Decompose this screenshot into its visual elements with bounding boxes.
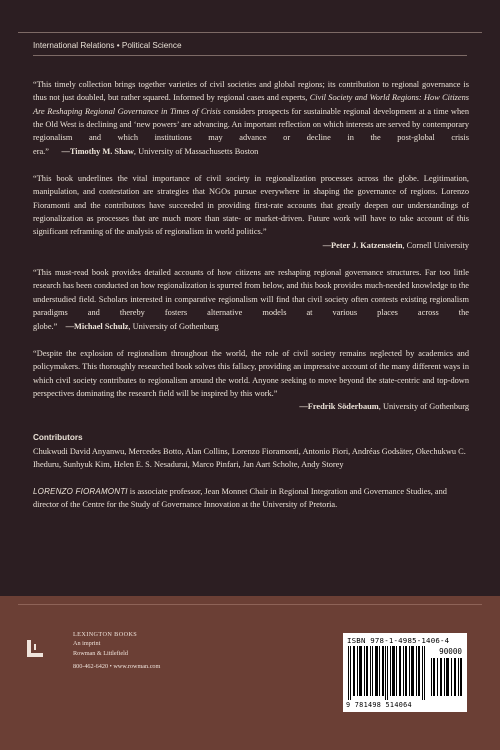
quote-4-attribution-affiliation: , University of Gothenburg bbox=[378, 402, 469, 412]
price-code: 90000 bbox=[439, 647, 462, 656]
quote-1-attribution bbox=[62, 147, 259, 156]
publisher-imprint-line: An imprint bbox=[73, 640, 101, 648]
quote-4-text: “Despite the explosion of regionalism throughout the world, the role of civil society remains neglected by academics and policymakers. This thoroughly researched book solves this fallacy, providing an impressive account of the many different ways in which civil society contributes to regionalism around the world. Anyone seeking to move beyond the state-centric and top-down perspectives dominating the research field will be inspired by this work.” bbox=[33, 348, 469, 398]
endorsement-quote-4 bbox=[33, 347, 469, 414]
back-cover-content bbox=[33, 78, 469, 511]
publisher-band bbox=[0, 596, 500, 750]
category-label: International Relations • Political Science bbox=[33, 41, 182, 50]
price-barcode-icon bbox=[431, 658, 463, 696]
quote-2-attribution-affiliation: , Cornell University bbox=[402, 240, 469, 250]
contributors-list: Chukwudi David Anyanwu, Mercedes Botto, Alan Collins, Lorenzo Fioramonti, Antonio Fiori, Andréas Godsäter, Okechukwu C. Iheduru, Sunhyuk Kim, Helen E. S. Nesadurai, Marco Pinfari, Jan Aart Scholte, Andy Storey bbox=[33, 446, 466, 469]
ean-barcode-icon bbox=[346, 646, 428, 700]
isbn-label: ISBN 978-1-4985-1406-4 bbox=[347, 636, 450, 645]
endorsement-quote-2 bbox=[33, 172, 469, 252]
quote-3-attribution bbox=[66, 322, 219, 331]
publisher-parent: Rowman & Littlefield bbox=[73, 649, 128, 657]
author-bio-text: is associate professor, Jean Monnet Chair in Regional Integration and Governance Studies, and director of the Centre for the Study of Governance Innovation at the University of Pretoria. bbox=[33, 486, 447, 510]
endorsement-quote-1 bbox=[33, 78, 469, 158]
publisher-contact: 800-462-6420 • www.rowman.com bbox=[73, 663, 161, 671]
publisher-name: LEXINGTON BOOKS bbox=[73, 631, 138, 638]
endorsement-quote-3 bbox=[33, 266, 469, 333]
quote-1-book-title: Civil Society and World Regions: How Citizens Are Reshaping Regional Governance in Times of Crisis bbox=[33, 93, 470, 116]
band-rule bbox=[18, 604, 482, 605]
quote-1-text-end: considers prospects for sustainable regional development at a time when the Old West is declining and ‘new powers’ are advancing. An important reflection on which interests are served by contemporary regionalism and which institutions may advance or decline in the post-global crisis era.” bbox=[33, 106, 470, 156]
quote-3-text: “This must-read book provides detailed accounts of how citizens are reshaping regional governance structures. Far too little research has been conducted on how regionalization is spurred from below, and this book provides much-needed knowledge to the understudied field. Scholars interested in comparative regionalism will find that civil society often contests existing regionalism paradigms and thereby fosters alternative models at various places across the globe.” bbox=[33, 268, 469, 331]
quote-1-text: “This timely collection brings together varieties of civil societies and global regions; its contribution to regional governance is thus not just doubled, but rather squared. Informed by regional cases and experts, bbox=[33, 80, 469, 103]
quote-4-attribution-name: —Fredrik Söderbaum bbox=[299, 402, 379, 412]
quote-2-text: “This book underlines the vital importance of civil society in regionalization processes across the globe. Legitimation, manipulation, and contestation are strategies that NGOs pursue everywhere in shaping the governance of regions. Lorenzo Fioramonti and the contributors have succeeded in providing first-rate accounts that greatly deepen our understandings of regionalization as processes that are much more than state- or market-driven. Future work will have to take account of this significant reframing of the analysis of regionalism in world politics.” bbox=[33, 174, 469, 237]
quote-3-attribution-name: —Michael Schulz bbox=[65, 321, 129, 331]
category-rule bbox=[33, 55, 467, 56]
contributors-heading: Contributors bbox=[33, 432, 83, 442]
quote-1-attribution-affiliation: , University of Massachusetts Boston bbox=[133, 146, 259, 156]
top-rule bbox=[18, 32, 482, 33]
quote-2-attribution-name: —Peter J. Katzenstein bbox=[322, 240, 403, 250]
quote-2-attribution bbox=[33, 239, 469, 252]
quote-1-attribution-name: —Timothy M. Shaw bbox=[61, 146, 134, 156]
author-bio bbox=[33, 485, 469, 511]
quote-4-attribution bbox=[33, 400, 469, 413]
isbn-barcode bbox=[343, 633, 467, 712]
barcode-digits: 9 781498 514064 bbox=[346, 701, 412, 709]
lexington-logo-icon bbox=[24, 639, 46, 661]
publisher-info bbox=[73, 630, 160, 672]
author-name: LORENZO FIORAMONTI bbox=[33, 486, 128, 496]
quote-3-attribution-affiliation: , University of Gothenburg bbox=[128, 321, 219, 331]
